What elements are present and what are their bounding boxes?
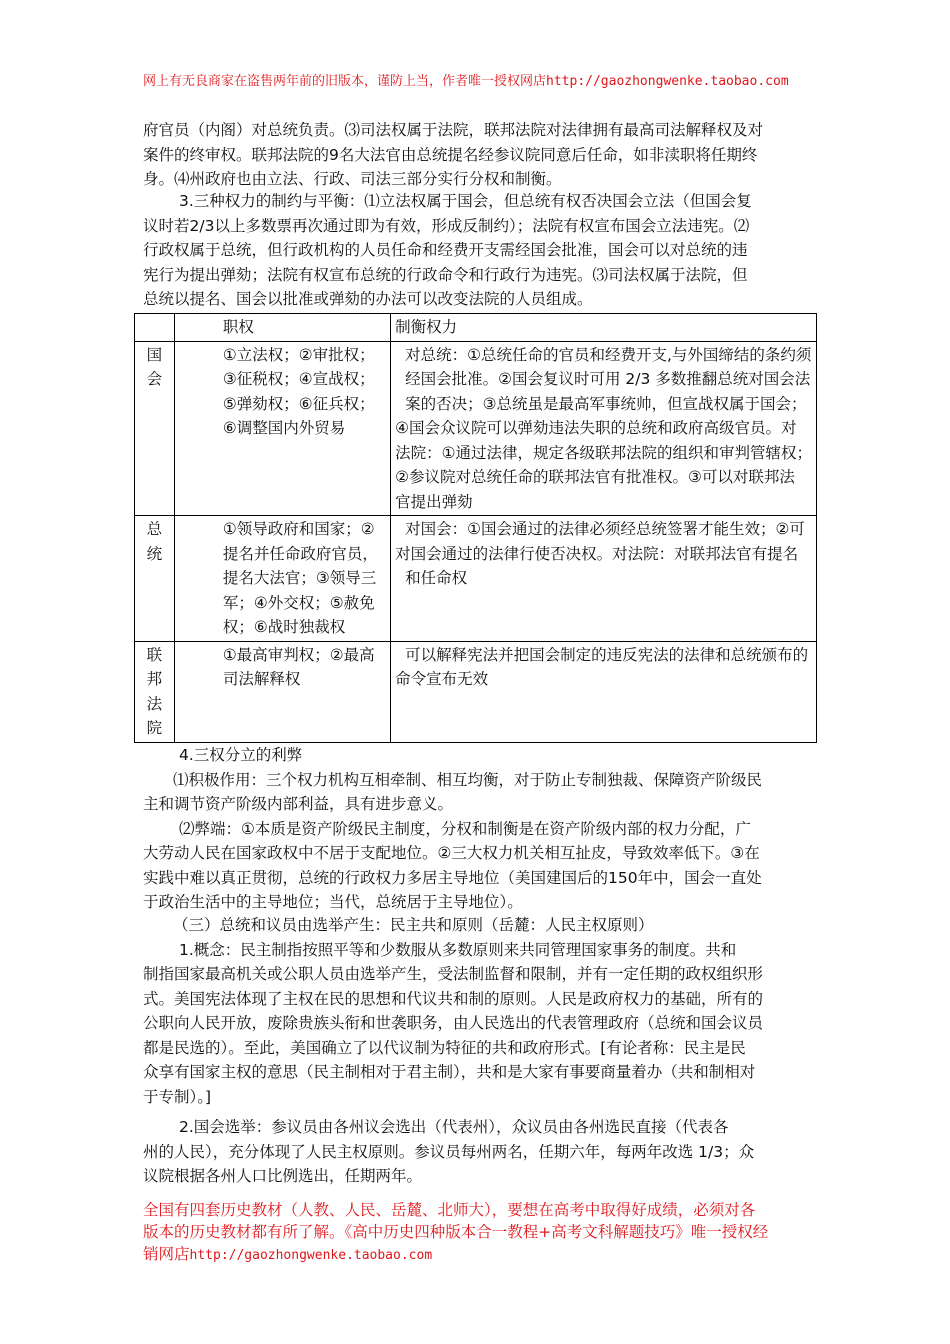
text-line: ⑵弊端：①本质是资产阶级民主制度，分权和制衡是在资产阶级内部的权力分配，广 (179, 819, 751, 838)
footer-notice (143, 1199, 833, 1267)
checks-line: ④国会众议院可以弹劾违法失职的总统和政府高级官员。对 (395, 419, 797, 437)
branch-name-char: 法 (146, 694, 163, 713)
text-line: 大劳动人民在国家政权中不居于支配地位。②三大权力机关相互扯皮，导致效率低下。③在 (143, 844, 760, 862)
text-line: ⑴积极作用：三个权力机构互相牵制、相互均衡，对于防止专制独裁、保障资产阶级民 (173, 770, 763, 789)
powers-line: 提名并任命政府官员， (222, 544, 378, 563)
branch-name-char: 国 (146, 345, 163, 364)
checks-line: 对国会通过的法律行使否决权。对法院：对联邦法官有提名 (395, 544, 799, 563)
table-row-federal-courts (135, 641, 817, 742)
text-line: 案件的终审权。联邦法院的9名大法官由总统提名经参议院同意后任命，如非渎职将任期终 (143, 145, 758, 164)
checks-line: 对总统：①总统任命的官员和经费开支,与外国缔结的条约须 (405, 345, 812, 364)
table-header-cell: 职权 (174, 314, 390, 342)
democratic-republic-section (143, 913, 823, 1109)
branch-name-char: 总 (146, 520, 163, 538)
pros-cons-section (143, 743, 823, 915)
text-line: 宪行为提出弹劾；法院有权宣布总统的行政命令和行政行为违宪。⑶司法权属于法院，但 (143, 265, 748, 284)
header-notice (143, 70, 789, 89)
checks-paragraph (143, 189, 823, 312)
checks-line: 官提出弹劾 (395, 492, 473, 511)
table-header-cell (135, 314, 175, 342)
powers-line: 提名大法官；③领导三 (222, 569, 377, 587)
checks-line: ②参议院对总统任命的联邦法官有批准权。③可以对联邦法 (395, 468, 795, 486)
section-heading: 4.三权分立的利弊 (179, 746, 303, 764)
branch-name-char: 统 (146, 544, 163, 563)
header-shop-link[interactable]: http://gaozhongwenke.taobao.com (546, 74, 789, 89)
checks-cell (391, 341, 817, 516)
powers-cell (174, 641, 390, 742)
checks-line: 和任命权 (405, 569, 468, 587)
text-line: 府官员（内阁）对总统负责。⑶司法权属于法院，联邦法院对法律拥有最高司法解释权及对 (143, 121, 764, 139)
text-line: 实践中难以真正贯彻，总统的行政权力多居主导地位（美国建国后的150年中，国会一直处 (143, 868, 762, 887)
powers-line: ①领导政府和国家；② (222, 520, 375, 538)
checks-cell (391, 641, 817, 742)
branch-name-cell (135, 516, 175, 642)
footer-line (143, 1243, 833, 1267)
text-line: 议院根据各州人口比例选出，任期两年。 (143, 1167, 423, 1185)
branch-name-cell (135, 641, 175, 742)
text-line: 行政权属于总统，但行政机构的人员任命和经费开支需经国会批准，国会可以对总统的违 (143, 241, 748, 259)
text-line: 制指国家最高机关或公职人员由选举产生，受法制监督和限制，并有一定任期的政权组织形 (143, 965, 764, 983)
powers-line: ③征税权；④宣战权； (222, 370, 375, 388)
powers-cell (174, 341, 390, 516)
footer-prefix: 销网店 (143, 1245, 190, 1263)
powers-cell (174, 516, 390, 642)
text-line: 众享有国家主权的意思（民主制相对于君主制），共和是大家有事要商量着办（共和制相对 (143, 1063, 756, 1081)
powers-line: ⑥调整国内外贸易 (222, 419, 346, 437)
powers-line: 军；④外交权；⑤赦免 (222, 593, 375, 612)
text-line: 2.国会选举：参议员由各州议会选出（代表州），众议员由各州选民直接（代表各 (179, 1118, 729, 1136)
footer-line: 版本的历史教材都有所了解。《高中历史四种版本合一教程+高考文科解题技巧》唯一授权经 (143, 1223, 769, 1241)
checks-line: 对国会：①国会通过的法律必须经总统签署才能生效；②可 (405, 520, 805, 538)
text-line: 都是民选的）。至此，美国确立了以代议制为特征的共和政府形式。[有论者称：民主是民 (143, 1038, 746, 1057)
checks-line: 可以解释宪法并把国会制定的违反宪法的法律和总统颁布的 (405, 645, 809, 664)
text-line: 州的人民），充分体现了人民主权原则。参议员每州两名，任期六年，每两年改选 1/3；众 (143, 1142, 755, 1161)
powers-table (134, 313, 817, 743)
branch-name-char: 院 (146, 719, 163, 737)
text-line: 议时若2/3以上多数票再次通过即为有效，形成反制约）；法院有权宣布国会立法违宪。⑵ (143, 216, 750, 235)
text-line: 总统以提名、国会以批准或弹劾的办法可以改变法院的人员组成。 (143, 290, 593, 308)
powers-line: ①最高审判权；②最高 (222, 645, 375, 664)
checks-cell (391, 516, 817, 642)
text-line: 身。⑷州政府也由立法、行政、司法三部分实行分权和制衡。 (143, 170, 562, 188)
footer-line: 全国有四套历史教材（人教、人民、岳麓、北师大），要想在高考中取得好成绩，必须对各 (143, 1201, 756, 1219)
text-line: 1.概念：民主制指按照平等和少数服从多数原则来共同管理国家事务的制度。共和 (179, 940, 737, 959)
text-line: 式。美国宪法体现了主权在民的思想和代议共和制的原则。人民是政府权力的基础，所有的 (143, 989, 764, 1008)
text-line: 主和调节资产阶级内部利益，具有进步意义。 (143, 795, 454, 813)
checks-line: 法院：①通过法律，规定各级联邦法院的组织和审判管辖权； (395, 443, 812, 462)
intro-paragraph (143, 118, 823, 192)
checks-line: 案的否决；③总统虽是最高军事统帅，但宣战权属于国会； (405, 394, 807, 413)
branch-name-cell (135, 341, 175, 516)
powers-line: ⑤弹劾权；⑥征兵权； (222, 394, 375, 413)
footer-shop-link[interactable]: http://gaozhongwenke.taobao.com (189, 1248, 433, 1263)
text-line: 于政治生活中的主导地位；当代，总统居于主导地位）。 (143, 893, 523, 911)
text-line: 于专制）。] (143, 1087, 212, 1106)
powers-line: 权；⑥战时独裁权 (222, 618, 346, 636)
checks-line: 命令宣布无效 (395, 670, 489, 688)
table-row-president (135, 516, 817, 642)
congress-election-paragraph (143, 1115, 823, 1189)
text-line: 公职向人民开放，废除贵族头衔和世袭职务，由人民选出的代表管理政府（总统和国会议员 (143, 1014, 764, 1032)
table-header-cell: 制衡权力 (391, 314, 817, 342)
table-header-row (135, 314, 817, 342)
branch-name-char: 会 (146, 370, 163, 388)
checks-line: 经国会批准。②国会复议时可用 2/3 多数推翻总统对国会法 (405, 370, 811, 388)
section-heading: （三）总统和议员由选举产生：民主共和原则（岳麓：人民主权原则） (173, 916, 654, 934)
branch-name-char: 邦 (146, 670, 163, 688)
branch-name-char: 联 (146, 645, 163, 664)
powers-line: ①立法权；②审批权； (222, 345, 375, 364)
header-notice-text: 网上有无良商家在盗售两年前的旧版本，谨防上当，作者唯一授权网店 (143, 74, 547, 89)
table-row-congress (135, 341, 817, 516)
powers-line: 司法解释权 (222, 670, 301, 688)
text-line: 3.三种权力的制约与平衡：⑴立法权属于国会，但总统有权否决国会立法（但国会复 (179, 192, 752, 210)
